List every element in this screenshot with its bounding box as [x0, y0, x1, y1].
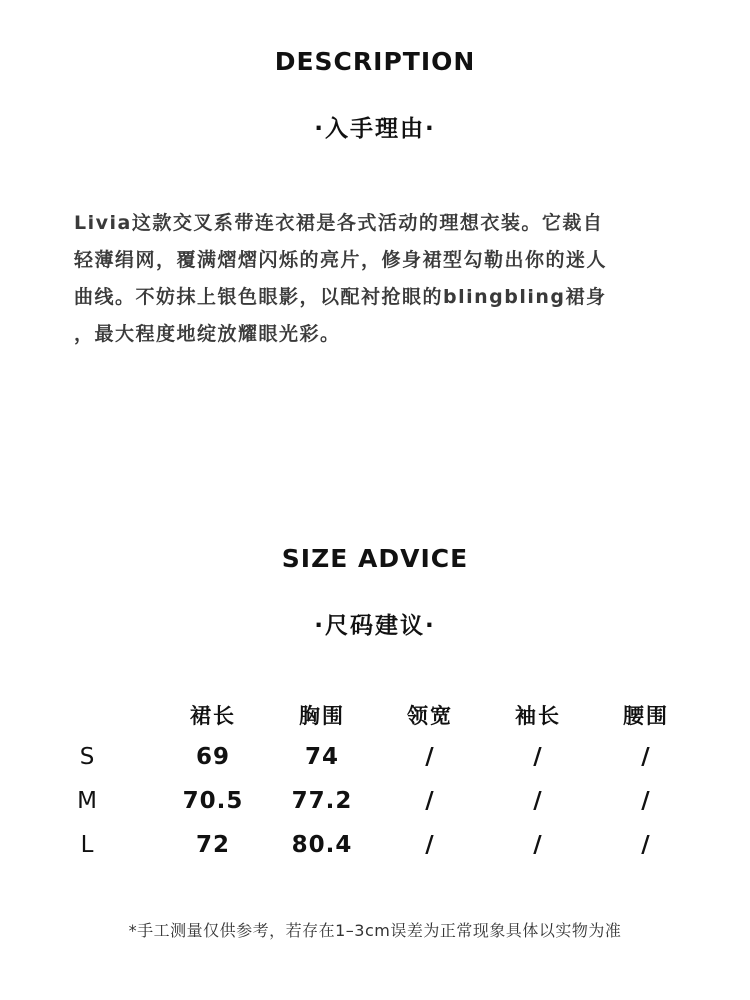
- table-cell: 70.5: [182, 788, 244, 814]
- table-cell: 74: [304, 744, 339, 770]
- row-label-size: S: [79, 744, 95, 770]
- description-title: DESCRIPTION: [274, 47, 476, 76]
- column-header-skirt-length: 裙长: [190, 704, 236, 728]
- table-cell: /: [641, 788, 651, 814]
- size-advice-subtitle: ·尺码建议·: [314, 613, 436, 639]
- row-label-size: L: [80, 832, 94, 858]
- table-cell: /: [641, 832, 651, 858]
- table-cell: /: [533, 832, 543, 858]
- measurement-footnote: *手工测量仅供参考，若存在1–3cm误差为正常现象具体以实物为准: [128, 921, 622, 940]
- column-header-waist: 腰围: [623, 704, 669, 728]
- table-cell: 77.2: [291, 788, 353, 814]
- table-cell: /: [425, 788, 435, 814]
- column-header-neck-width: 领宽: [407, 704, 453, 728]
- description-line: 轻薄绢网，覆满熠熠闪烁的亮片，修身裙型勾勒出你的迷人: [74, 249, 608, 271]
- description-paragraph: [74, 205, 680, 353]
- column-header-sleeve-length: 袖长: [515, 704, 561, 728]
- table-cell: 80.4: [291, 832, 353, 858]
- table-cell: 72: [195, 832, 230, 858]
- description-subtitle: ·入手理由·: [314, 116, 436, 142]
- description-line: ，最大程度地绽放耀眼光彩。: [74, 323, 341, 345]
- table-cell: /: [425, 744, 435, 770]
- table-cell: /: [425, 832, 435, 858]
- size-advice-title: SIZE ADVICE: [281, 544, 469, 573]
- table-cell: /: [641, 744, 651, 770]
- table-cell: /: [533, 788, 543, 814]
- table-cell: /: [533, 744, 543, 770]
- column-header-bust: 胸围: [299, 704, 345, 728]
- description-line: 曲线。不妨抹上银色眼影，以配衬抢眼的blingbling裙身: [74, 286, 607, 308]
- description-line: Livia这款交叉系带连衣裙是各式活动的理想衣装。它裁自: [74, 212, 604, 234]
- row-label-size: M: [77, 788, 97, 814]
- table-cell: 69: [195, 744, 230, 770]
